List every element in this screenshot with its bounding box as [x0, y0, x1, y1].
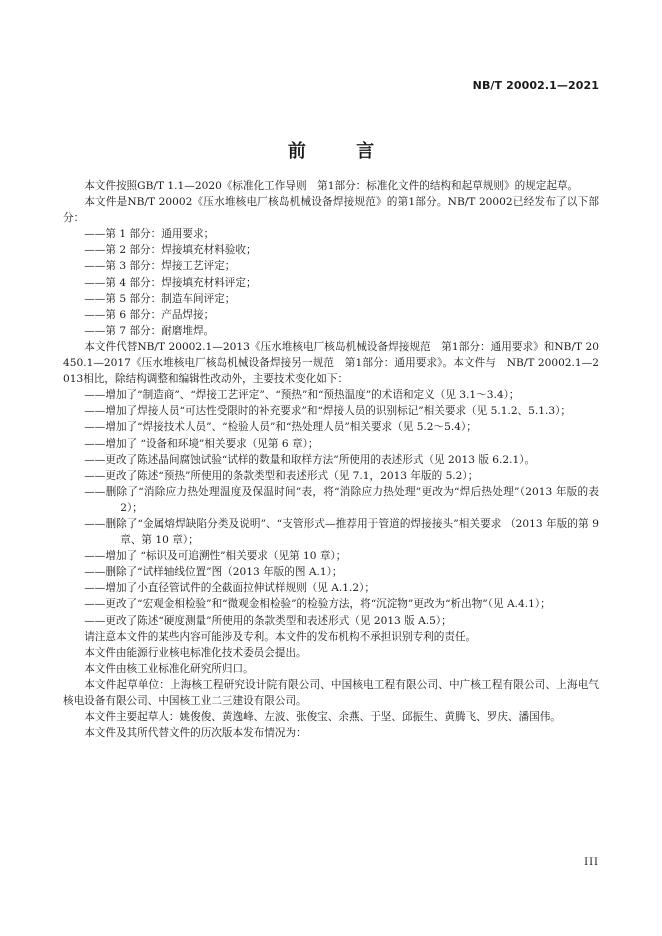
- change-list-item: ——增加了“制造商”、“焊接工艺评定”、“预热”和“预热温度”的术语和定义（见 3.1～3.4）；: [84, 389, 520, 402]
- parts-list-item: ——第 3 部分：焊接工艺评定；: [84, 260, 236, 273]
- replacement-paragraph: 本文件代替NB/T 20002.1—2013《压水堆核电厂核岛机械设备焊接规范 第1部分：通用要求》和NB/T 20450.1—2017《压水堆核电厂核岛机械设备焊接另一规范 第1部分：通用要求》。本文件与 NB/T 20002.1—2013相比，除结构调整和编辑性改动外，主要技术变化如下：: [63, 340, 599, 386]
- parts-list-item: ——第 2 部分：焊接填充材料验收；: [84, 244, 257, 257]
- parts-list-item: ——第 5 部分：制造车间评定；: [84, 292, 236, 305]
- intro-paragraph: 本文件按照GB/T 1.1—2020《标准化工作导则 第1部分：标准化文件的结构和起草规则》的规定起草。: [84, 180, 579, 192]
- change-list-item: ——删除了“金属熔焊缺陷分类及说明”、“支管形式—推荐用于管道的焊接接头”相关要求 （2013 年版的第 9 章、第 10 章）；: [84, 517, 599, 547]
- history-paragraph: 本文件及其所代替文件的历次版本发布情况为：: [84, 727, 307, 740]
- change-list-item: ——更改了陈述“预热”所使用的条款类型和表述形式（见 7.1，2013 年版的 5.2）；: [84, 469, 479, 482]
- change-list-item: ——更改了陈述“硬度测量”所使用的条款类型和表述形式（见 2013 版 A.5）；: [84, 614, 452, 627]
- parts-list-item: ——第 7 部分：耐磨堆焊。: [84, 324, 215, 337]
- change-list-item: ——增加了“焊接技术人员”、“检验人员”和“热处理人员”相关要求（见 5.2～5.4）；: [84, 421, 477, 434]
- patent-notice: 请注意本文件的某些内容可能涉及专利。本文件的发布机构不承担识别专利的责任。: [84, 630, 477, 643]
- proposer-paragraph: 本文件由能源行业核电标准化技术委员会提出。: [84, 646, 307, 659]
- change-list-item: ——删除了“试样轴线位置”图（2013 年版的图 A.1）；: [84, 566, 343, 579]
- intro-paragraph: 本文件是NB/T 20002《压水堆核电厂核岛机械设备焊接规范》的第1部分。NB/T 20002已经发布了以下部分：: [63, 196, 599, 225]
- changes-list: [63, 387, 599, 628]
- administrator-paragraph: 本文件由核工业标准化研究所归口。: [84, 662, 254, 675]
- parts-list: [63, 226, 599, 339]
- standard-code: NB/T 20002.1—2021: [472, 79, 599, 92]
- document-body: [63, 178, 599, 741]
- change-list-item: ——增加了焊接人员“可达性受限时的补充要求”和“焊接人员的识别标记”相关要求（见 5.1.2、5.1.3）；: [84, 405, 571, 418]
- page-number: III: [584, 857, 599, 868]
- drafters-paragraph: 本文件主要起草人：姚俊俊、黄逸峰、左波、张俊宝、余燕、于坚、邱振生、黄腾飞、罗庆、潘国伟。: [84, 711, 561, 724]
- change-list-item: ——更改了陈述晶间腐蚀试验“试样的数量和取样方法”所使用的表述形式（见 2013 版 6.2.1）。: [84, 453, 536, 466]
- change-list-item: ——增加了小直径管试件的全截面拉伸试样规则（见 A.1.2）；: [84, 582, 375, 595]
- page-title: 前 言: [287, 141, 397, 162]
- parts-list-item: ——第 4 部分：焊接填充材料评定；: [84, 276, 257, 289]
- parts-list-item: ——第 1 部分：通用要求；: [84, 228, 215, 241]
- parts-list-item: ——第 6 部分：产品焊接；: [84, 308, 215, 321]
- drafting-units-paragraph: 本文件起草单位：上海核工程研究设计院有限公司、中国核电工程有限公司、中广核工程有限公司、上海电气核电设备有限公司、中国核工业二三建设有限公司。: [63, 678, 599, 707]
- change-list-item: ——更改了“宏观金相检验”和“微观金相检验”的检验方法，将“沉淀物”更改为“析出物”（见 A.4.1）；: [84, 598, 551, 611]
- change-list-item: ——删除了“消除应力热处理温度及保温时间”表，将“消除应力热处理”更改为“焊后热处理”（2013 年版的表 2）；: [84, 485, 599, 514]
- change-list-item: ——增加了 “设备和环境”相关要求（见第 6 章）；: [84, 437, 319, 450]
- change-list-item: ——增加了 “标识及可追溯性”相关要求（见第 10 章）；: [84, 550, 347, 563]
